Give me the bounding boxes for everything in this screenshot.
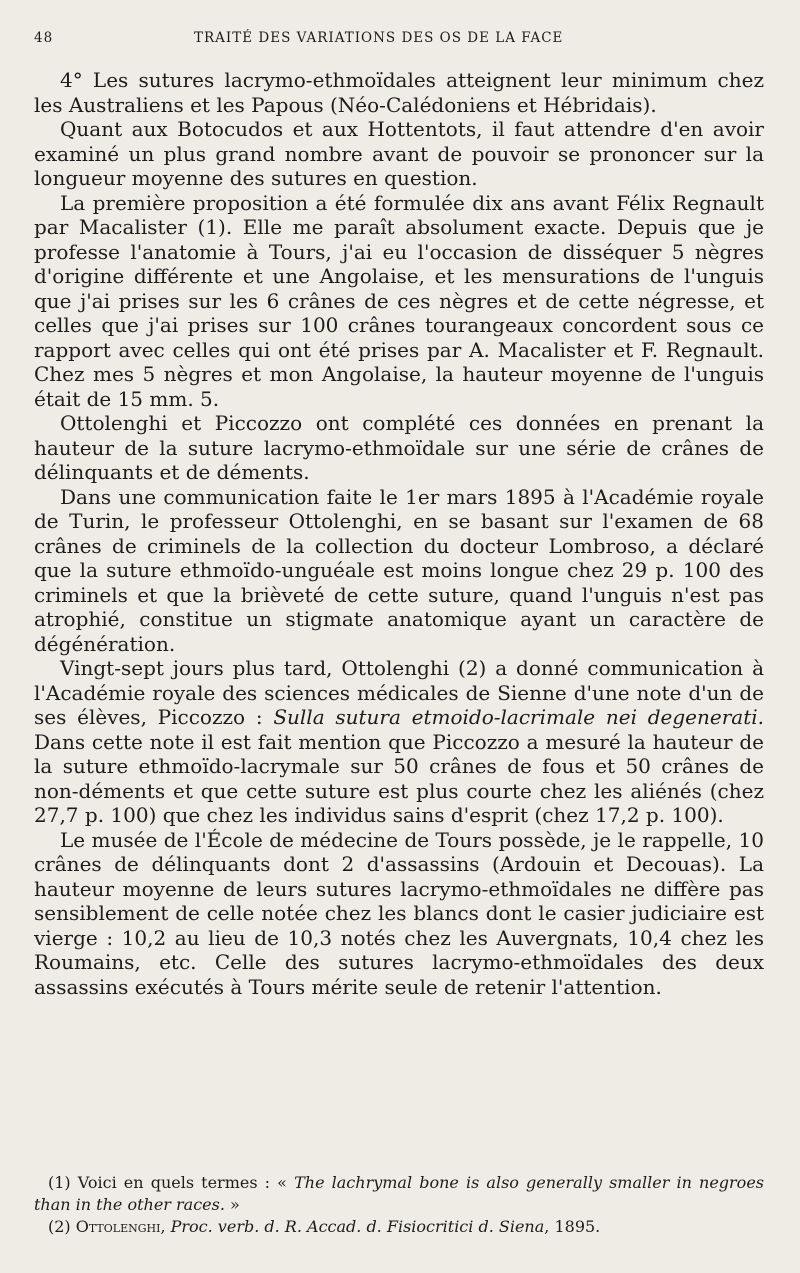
running-title: TRAITÉ DES VARIATIONS DES OS DE LA FACE [194,30,564,46]
footnote-2-sep: , [160,1217,171,1236]
paragraph-2: Quant aux Botocudos et aux Hottentots, il faut attendre d'en avoir examiné un plus grand nombre avant de pouvoir se prononcer sur la longueur moyenne des sutures en question. [34,117,764,190]
paragraph-6 [34,656,764,828]
page-number: 48 [34,30,54,46]
page-header [34,30,766,52]
paragraph-4: Ottolenghi et Piccozzo ont complété ces données en prenant la hauteur de la suture lacrymo-ethmoïdale sur une série de crânes de délinquants et de déments. [34,411,764,484]
paragraph-6-text-a: Vingt-sept jours plus tard, Ottolenghi (2) a donné communication à l'Académie royale des sciences médicales de Sienne d'une note d'un de ses élèves, Piccozzo : [34,656,764,729]
paragraph-6-italic-title: Sulla sutura etmoido-lacrimale nei degenerati. [273,705,764,729]
footnote-2-author: Ottolenghi [75,1217,161,1236]
footnote-1 [34,1172,764,1216]
footnote-1-close: » [224,1195,240,1214]
body-text [34,68,764,999]
footnote-2 [34,1216,764,1238]
paragraph-5: Dans une communication faite le 1er mars 1895 à l'Académie royale de Turin, le professeur Ottolenghi, en se basant sur l'examen de 68 crânes de criminels de la collection du docteur Lombroso, a déclaré que la suture ethmoïdo-unguéale est moins longue chez 29 p. 100 des criminels et que la brièveté de cette suture, quand l'unguis n'est pas atrophié, constitue un stigmate anatomique ayant un caractère de dégénération. [34,484,764,656]
paragraph-1: 4° Les sutures lacrymo-ethmoïdales atteignent leur minimum chez les Australiens et les Papous (Néo-Calédoniens et Hébridais). [34,68,764,117]
footnotes [34,1172,764,1238]
paragraph-3: La première proposition a été formulée dix ans avant Félix Regnault par Macalister (1). Elle me paraît absolument exacte. Depuis que je professe l'anatomie à Tours, j'ai eu l'occasion de disséquer 5 nègres d'origine différente et une Angolaise, et les mensurations de l'unguis que j'ai prises sur les 6 crânes de ces nègres et de cette négresse, et celles que j'ai prises sur 100 crânes tourangeaux concordent sous ce rapport avec celles qui ont été prises par A. Macalister et F. Regnault. Chez mes 5 nègres et mon Angolaise, la hauteur moyenne de l'unguis était de 15 mm. 5. [34,190,764,411]
footnote-1-lead: (1) Voici en quels termes : « [48,1173,295,1192]
footnote-2-number: (2) [48,1217,76,1236]
paragraph-6-text-b: Dans cette note il est fait mention que Piccozzo a mesuré la hauteur de la suture ethmoïdo-lacrymale sur 50 crânes de fous et 50 crânes de non-déments et que cette suture est plus courte chez les aliénés (chez 27,7 p. 100) que chez les individus sains d'esprit (chez 17,2 p. 100). [34,729,764,827]
footnote-2-source: Proc. verb. d. R. Accad. d. Fisiocritici d. Siena [170,1217,545,1236]
footnote-2-year: , 1895. [544,1217,601,1236]
footnote-1-quote: The lachrymal bone is also generally smaller in negroes than in the other races. [34,1173,764,1214]
paragraph-7: Le musée de l'École de médecine de Tours possède, je le rappelle, 10 crânes de délinquants dont 2 d'assassins (Ardouin et Decouas). La hauteur moyenne de leurs sutures lacrymo-ethmoïdales ne diffère pas sensiblement de celle notée chez les blancs dont le casier judiciaire est vierge : 10,2 au lieu de 10,3 notés chez les Auvergnats, 10,4 chez les Roumains, etc. Celle des sutures lacrymo-ethmoïdales des deux assassins exécutés à Tours mérite seule de retenir l'attention. [34,827,764,999]
